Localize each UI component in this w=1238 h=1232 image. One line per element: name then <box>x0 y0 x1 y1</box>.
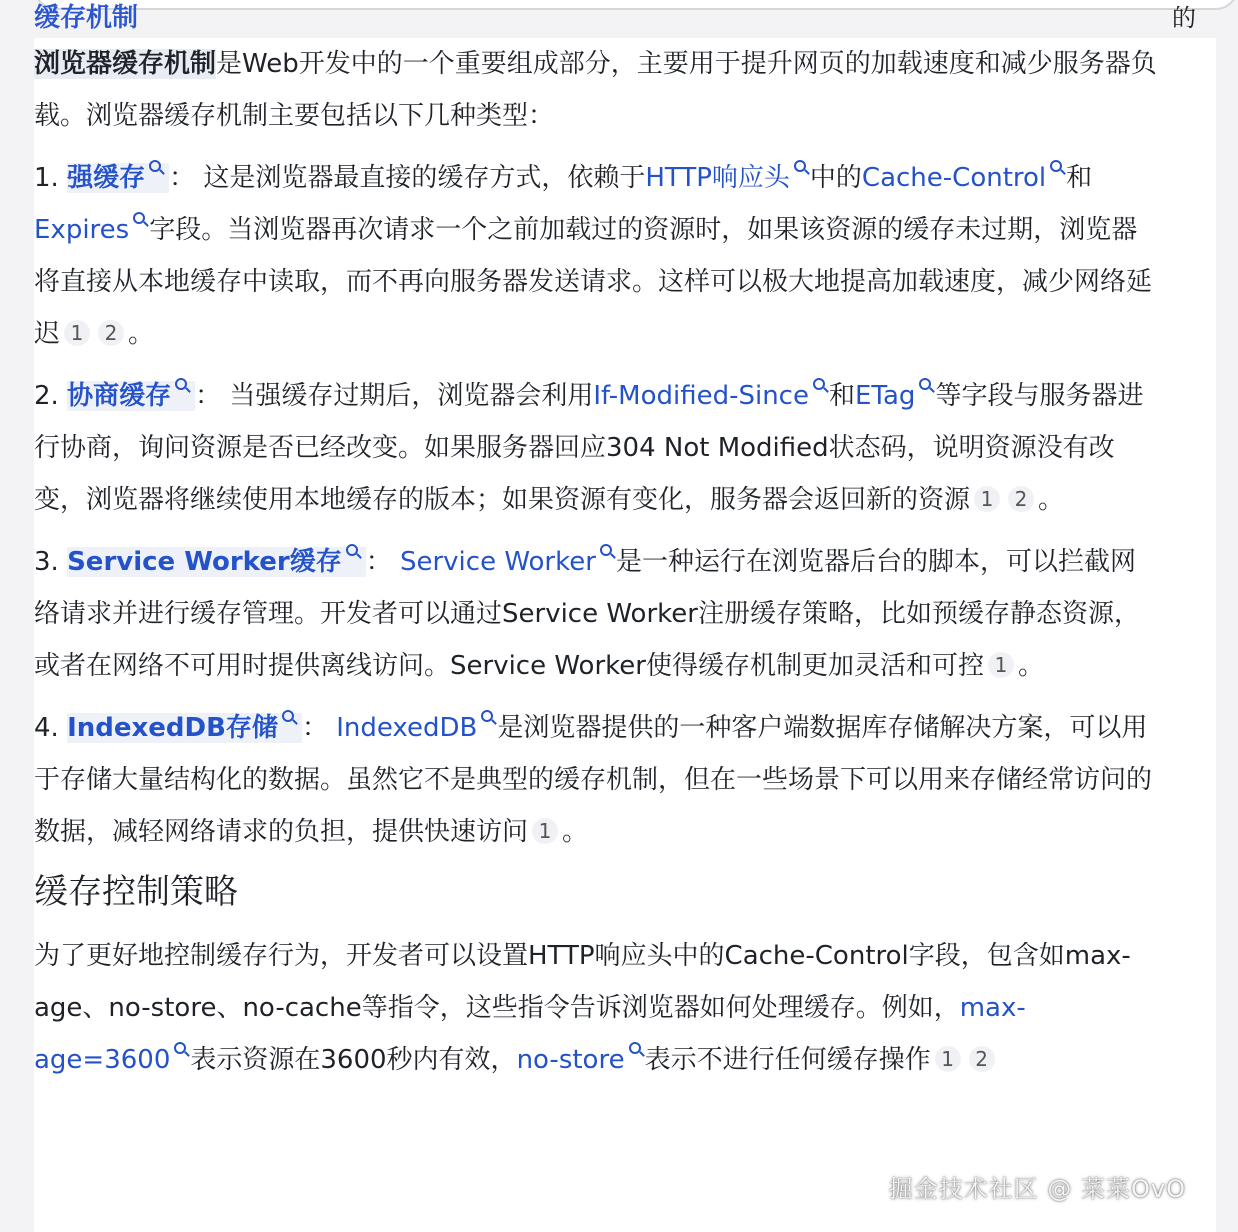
link-indexeddb[interactable]: IndexedDB <box>336 713 497 743</box>
item-text: 是浏览器提供的一种客户端数据库存储解决方案，可以用于存储大量结构化的数据。虽然它不是典型的缓存机制，但在一些场景下可以用来存储经常访问的数据，减轻网络请求的负担，提供快速访问 <box>34 713 1153 847</box>
link-if-modified-since[interactable]: If-Modified-Since <box>593 381 829 411</box>
search-icon <box>600 544 612 556</box>
item-title-link[interactable]: Service Worker缓存 <box>67 547 366 577</box>
search-icon <box>481 710 493 722</box>
list-item-2 <box>34 370 1159 526</box>
section-text: 表示资源在3600秒内有效， <box>190 1045 517 1075</box>
item-number: 1. <box>34 163 59 193</box>
item-title-link[interactable]: IndexedDB存储 <box>67 713 302 743</box>
citation-badge[interactable]: 1 <box>988 652 1014 678</box>
item-end: 。 <box>128 319 155 349</box>
item-text: ： 这是浏览器最直接的缓存方式，依赖于 <box>169 163 646 193</box>
cutoff-heading: 缓存机制 <box>34 3 139 33</box>
item-text: ： <box>365 547 400 577</box>
section-text: 为了更好地控制缓存行为，开发者可以设置HTTP响应头中的Cache-Control字段，包含如max-age、no-store、no-cache等指令，这些指令告诉浏览器如何处理缓存。例如， <box>34 941 1131 1023</box>
item-text: 和 <box>1066 163 1093 193</box>
search-icon <box>919 378 931 390</box>
item-end: 。 <box>1017 651 1044 681</box>
item-text: ： <box>301 713 337 743</box>
intro-term: 浏览器缓存机制 <box>34 49 217 79</box>
item-number: 4. <box>34 713 59 743</box>
item-text: 和 <box>828 381 855 411</box>
link-service-worker[interactable]: Service Worker <box>400 547 616 577</box>
citation-badge[interactable]: 2 <box>98 320 124 346</box>
item-title-link[interactable]: 协商缓存 <box>67 381 195 411</box>
list-item-4 <box>34 702 1159 858</box>
search-icon <box>813 378 825 390</box>
link-expires[interactable]: Expires <box>34 215 149 245</box>
section-text: 表示不进行任何缓存操作 <box>644 1045 931 1075</box>
item-number: 3. <box>34 547 59 577</box>
link-etag[interactable]: ETag <box>855 381 935 411</box>
link-no-store[interactable]: no-store <box>517 1045 645 1075</box>
cutoff-right-text: 的 <box>1172 4 1196 32</box>
list-item-1 <box>34 152 1159 360</box>
item-end: 。 <box>1038 485 1065 515</box>
citation-badge[interactable]: 1 <box>64 320 90 346</box>
citation-badge[interactable]: 2 <box>969 1046 995 1072</box>
section-paragraph <box>34 930 1159 1086</box>
section-heading: 缓存控制策略 <box>34 872 238 912</box>
search-icon <box>794 160 806 172</box>
search-icon <box>346 544 358 556</box>
item-title-link[interactable]: 强缓存 <box>67 163 169 193</box>
item-text: ： 当强缓存过期后，浏览器会利用 <box>195 381 594 411</box>
item-number: 2. <box>34 381 59 411</box>
intro-paragraph <box>34 38 1159 142</box>
intro-text: 是Web开发中的一个重要组成部分，主要用于提升网页的加载速度和减少服务器负载。浏览器缓存机制主要包括以下几种类型： <box>34 49 1157 131</box>
window-frame <box>34 0 1238 10</box>
link-max-age[interactable]: max-age=3600 <box>34 993 1026 1075</box>
citation-badge[interactable]: 2 <box>1008 486 1034 512</box>
search-icon <box>149 160 161 172</box>
link-cache-control[interactable]: Cache-Control <box>862 163 1066 193</box>
item-text: 是一种运行在浏览器后台的脚本，可以拦截网络请求并进行缓存管理。开发者可以通过Service Worker注册缓存策略，比如预缓存静态资源，或者在网络不可用时提供离线访问。Service Worker使得缓存机制更加灵活和可控 <box>34 547 1140 681</box>
citation-badge[interactable]: 1 <box>935 1046 961 1072</box>
item-text: 中的 <box>809 163 862 193</box>
search-icon <box>629 1042 641 1054</box>
item-text: 字段。当浏览器再次请求一个之前加载过的资源时，如果该资源的缓存未过期，浏览器将直接从本地缓存中读取，而不再向服务器发送请求。这样可以极大地提高加载速度，减少网络延迟 <box>34 215 1153 349</box>
citation-badge[interactable]: 1 <box>974 486 1000 512</box>
watermark: 掘金技术社区 @ 菜菜OvO <box>888 1175 1186 1203</box>
item-text: 等字段与服务器进行协商，询问资源是否已经改变。如果服务器回应304 Not Modified状态码，说明资源没有改变，浏览器将继续使用本地缓存的版本；如果资源有变化，服务器会返回新的资源 <box>34 381 1144 515</box>
search-icon <box>133 212 145 224</box>
search-icon <box>175 378 187 390</box>
citation-badge[interactable]: 1 <box>532 818 558 844</box>
link-http-header[interactable]: HTTP响应头 <box>645 163 810 193</box>
search-icon <box>174 1042 186 1054</box>
search-icon <box>1050 160 1062 172</box>
list-item-3 <box>34 536 1159 692</box>
search-icon <box>282 710 294 722</box>
article-body <box>34 38 1159 1086</box>
item-end: 。 <box>562 817 589 847</box>
